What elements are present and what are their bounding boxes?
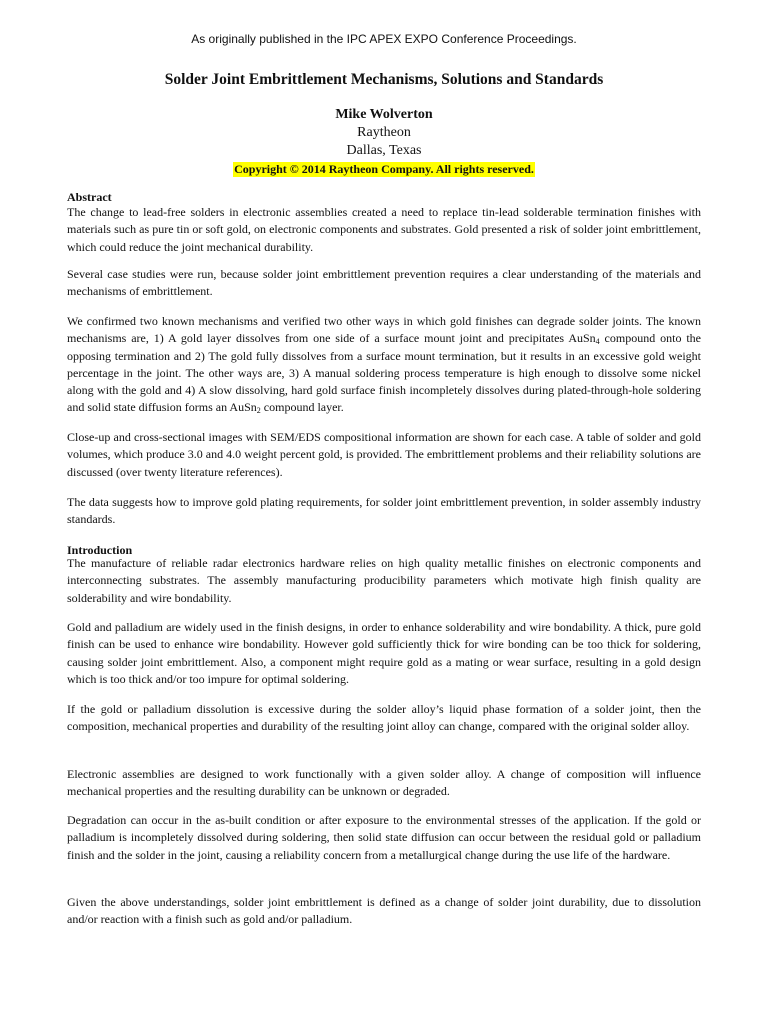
author-location: Dallas, Texas xyxy=(346,143,422,158)
introduction-paragraph-3: If the gold or palladium dissolution is excessive during the solder alloy’s liquid phase formation of a solder joint, then the composition, mechanical properties and durability of the resulting joint alloy can change, compared with the original solder alloy. xyxy=(67,702,701,734)
abstract-paragraph-2: Several case studies were run, because solder joint embrittlement prevention requires a clear understanding of the materials and mechanisms of embrittlement. xyxy=(67,267,701,299)
paper-title: Solder Joint Embrittlement Mechanisms, Solutions and Standards xyxy=(164,71,604,88)
publication-banner: As originally published in the IPC APEX EXPO Conference Proceedings. xyxy=(191,32,577,46)
abstract-paragraph-4: Close-up and cross-sectional images with SEM/EDS compositional information are shown for each case. A table of solder and gold volumes, which produce 3.0 and 4.0 weight percent gold, is provided. The embrittlement problems and their reliability solutions are discussed (over twenty literature references). xyxy=(67,430,701,479)
abstract-heading: Abstract xyxy=(67,190,112,204)
abstract-paragraph-1: The change to lead-free solders in electronic assemblies created a need to replace tin-lead solderable termination finishes with materials such as pure tin or soft gold, on electronic components and substrates. Gold presented a risk of solder joint embrittlement, which could reduce the joint mechanical durability. xyxy=(67,205,701,254)
introduction-paragraph-2: Gold and palladium are widely used in the finish designs, in order to enhance solderability and wire bondability. A thick, pure gold finish can be used to enhance wire bondability. However gold sufficiently thick for wire bonding can be too thick for soldering, causing solder joint embrittlement. Also, a component might require gold as a mating or wear surface, resulting in a gold design which is too thick and/or too impure for optimal soldering. xyxy=(67,620,701,686)
author-organization: Raytheon xyxy=(357,125,411,140)
introduction-paragraph-6: Given the above understandings, solder joint embrittlement is defined as a change of solder joint durability, due to dissolution and/or reaction with a finish such as gold and/or palladium. xyxy=(67,895,701,927)
introduction-paragraph-4: Electronic assemblies are designed to work functionally with a given solder alloy. A change of composition will influence mechanical properties and the resulting durability can be unknown or degraded. xyxy=(67,767,701,799)
author-name: Mike Wolverton xyxy=(335,107,433,122)
introduction-heading: Introduction xyxy=(67,543,133,557)
introduction-paragraph-1: The manufacture of reliable radar electronics hardware relies on high quality metallic finishes on electronic components and interconnecting substrates. The assembly manufacturing producibility parameters which motivate high finish quality are solderability and wire bondability. xyxy=(67,556,701,605)
copyright-notice: Copyright © 2014 Raytheon Company. All rights reserved. xyxy=(234,162,534,176)
abstract-p3-text-a: We confirmed two known mechanisms and verified two other ways in which gold finishes can degrade solder joints. The known mechanisms are, 1) A gold layer dissolves from one side of a surface mount joint and precipitates AuSn xyxy=(67,314,701,346)
subscript-4: 4 xyxy=(595,337,600,347)
introduction-paragraph-5: Degradation can occur in the as-built condition or after exposure to the environmental stresses of the application. If the gold or palladium is incompletely dissolved during soldering, then solid state diffusion can occur between the residual gold or palladium finish and the solder in the joint, causing a reliability concern from a metallurgical change during the use life of the hardware. xyxy=(67,813,701,862)
abstract-p3-text-b: compound onto the opposing termination and 2) The gold fully dissolves from a surface mount termination, but it results in an excessive gold weight percentage in the joint. The other ways are, 3) A manual soldering process temperature is high enough to dissolve some nickel along with the gold and 4) A slow dissolving, hard gold surface finish incompletely dissolves during plated-through-hole soldering and solid state diffusion forms an AuSn xyxy=(67,331,701,415)
abstract-paragraph-5: The data suggests how to improve gold plating requirements, for solder joint embrittlement prevention, in solder assembly industry standards. xyxy=(67,495,701,527)
copyright-line xyxy=(67,160,701,178)
abstract-p3-text-c: compound layer. xyxy=(260,400,344,415)
abstract-paragraph-3 xyxy=(67,313,701,417)
subscript-2: 2 xyxy=(256,406,261,416)
